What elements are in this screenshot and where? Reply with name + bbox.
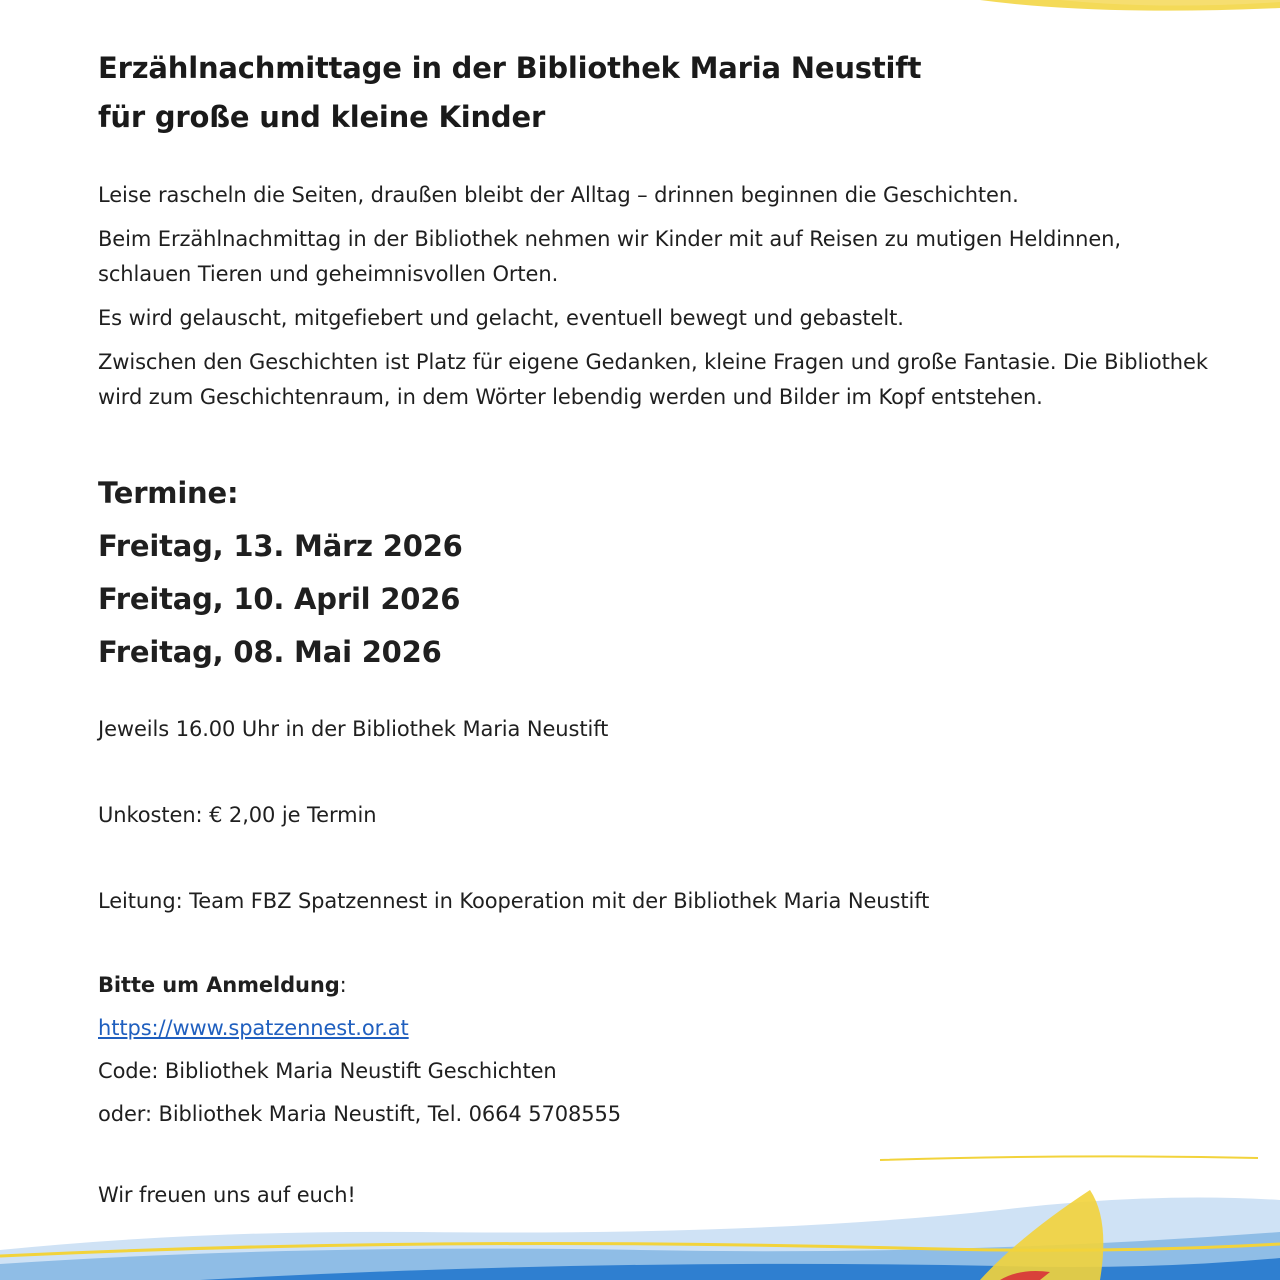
date-item: Freitag, 10. April 2026 — [98, 582, 461, 616]
time-info: Jeweils 16.00 Uhr in der Bibliothek Maria Neustift — [98, 717, 609, 741]
intro-paragraph: Zwischen den Geschichten ist Platz für eigene Gedanken, kleine Fragen und große Fantasie. Die Bibliothek wird zum Geschichtenraum, in dem Wörter lebendig werden und Bilder im Kopf entstehen. — [98, 350, 1208, 409]
title-line-2: für große und kleine Kinder — [98, 100, 546, 134]
registration-heading — [98, 964, 1218, 1007]
intro-paragraph: Beim Erzählnachmittag in der Bibliothek nehmen wir Kinder mit auf Reisen zu mutigen Heldinnen, schlauen Tieren und geheimnisvollen Orten. — [98, 227, 1121, 286]
bottom-wave-decoration — [0, 1140, 1280, 1280]
dates-heading: Termine: — [98, 476, 239, 510]
registration-heading-colon: : — [339, 973, 347, 997]
intro-paragraph: Leise rascheln die Seiten, draußen bleibt der Alltag – drinnen beginnen die Geschichten. — [98, 183, 1019, 207]
flyer-content — [98, 44, 1218, 1213]
date-item: Freitag, 08. Mai 2026 — [98, 635, 442, 669]
closing-text: Wir freuen uns auf euch! — [98, 1183, 356, 1207]
registration-section — [98, 964, 1218, 1136]
registration-link[interactable]: https://www.spatzennest.or.at — [98, 1016, 409, 1040]
intro-text — [98, 178, 1218, 415]
title-line-1: Erzählnachmittage in der Bibliothek Maria Neustift — [98, 51, 922, 85]
dates-section — [98, 467, 1218, 679]
info-section — [98, 712, 1218, 919]
page-title — [98, 44, 1218, 142]
cost-info: Unkosten: € 2,00 je Termin — [98, 803, 377, 827]
registration-code: Code: Bibliothek Maria Neustift Geschichten — [98, 1059, 557, 1083]
lead-info: Leitung: Team FBZ Spatzennest in Kooperation mit der Bibliothek Maria Neustift — [98, 889, 930, 913]
top-wave-decoration — [0, 0, 1280, 30]
date-item: Freitag, 13. März 2026 — [98, 529, 463, 563]
registration-phone: oder: Bibliothek Maria Neustift, Tel. 0664 5708555 — [98, 1102, 622, 1126]
registration-link-row — [98, 1007, 1218, 1050]
registration-heading-text: Bitte um Anmeldung — [98, 973, 340, 997]
intro-paragraph: Es wird gelauscht, mitgefiebert und gelacht, eventuell bewegt und gebastelt. — [98, 306, 904, 330]
